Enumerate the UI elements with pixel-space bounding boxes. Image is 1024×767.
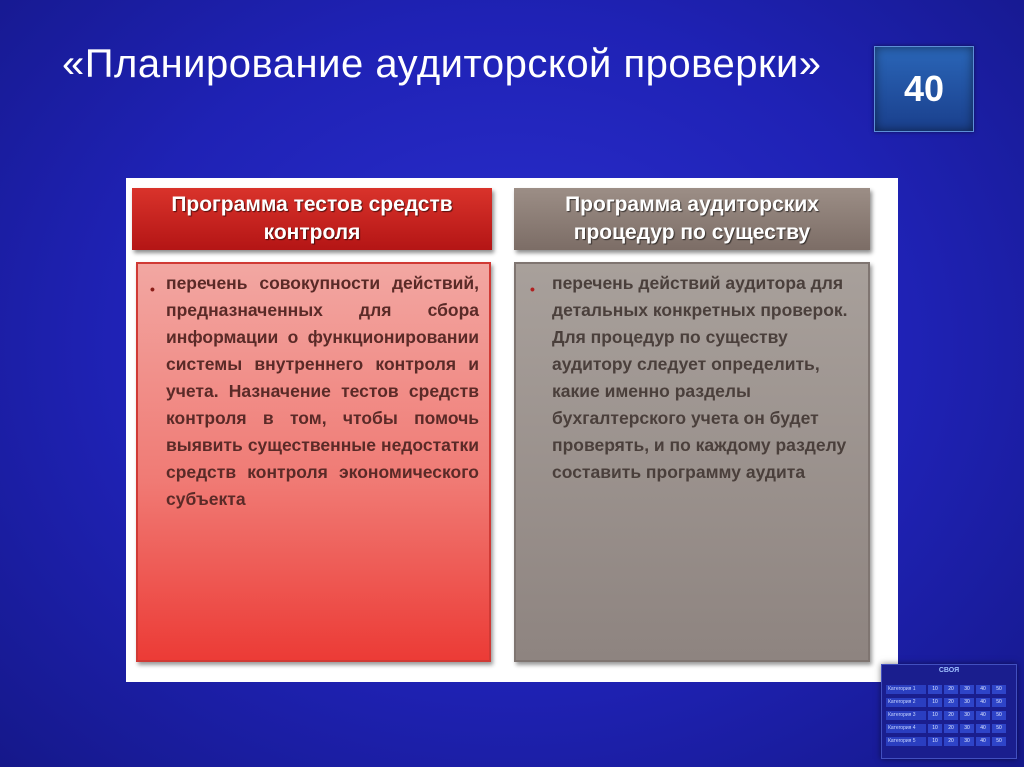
- right-column-body: [514, 262, 870, 662]
- mini-board-cell[interactable]: 50: [992, 698, 1006, 707]
- mini-board-row: [886, 737, 1010, 746]
- mini-board-cell[interactable]: 40: [976, 737, 990, 746]
- mini-board-cell[interactable]: 20: [944, 711, 958, 720]
- mini-board-cell[interactable]: 40: [976, 698, 990, 707]
- mini-board-cell[interactable]: 40: [976, 685, 990, 694]
- mini-board-cell[interactable]: 50: [992, 685, 1006, 694]
- slide-title: «Планирование аудиторской проверки»: [62, 42, 822, 86]
- score-badge[interactable]: 40: [874, 46, 974, 132]
- content-panel: [126, 178, 898, 682]
- mini-board-cell[interactable]: 20: [944, 698, 958, 707]
- mini-board-cell[interactable]: 10: [928, 711, 942, 720]
- bullet-icon: •: [530, 281, 535, 297]
- mini-board-cell[interactable]: 30: [960, 711, 974, 720]
- mini-board-cell[interactable]: 40: [976, 711, 990, 720]
- mini-board-cell[interactable]: 20: [944, 737, 958, 746]
- mini-board-cell[interactable]: 20: [944, 724, 958, 733]
- bullet-icon: •: [150, 281, 155, 297]
- left-column-header: [132, 188, 492, 250]
- mini-board-cell[interactable]: 50: [992, 737, 1006, 746]
- mini-board-category: Категория 5: [886, 737, 926, 746]
- mini-board-cell[interactable]: 10: [928, 737, 942, 746]
- right-column-header: [514, 188, 870, 250]
- mini-game-board-thumbnail[interactable]: [881, 664, 1017, 759]
- left-column-body: [136, 262, 491, 662]
- mini-board-category: Категория 1: [886, 685, 926, 694]
- right-column-text: перечень действий аудитора для детальных конкретных проверок. Для процедур по существу аудитору следует определить, какие именно разделы бухгалтерского учета он будет проверять, и по каждому разделу составить программу аудита: [552, 273, 848, 482]
- mini-board-category: Категория 4: [886, 724, 926, 733]
- left-header-text: Программа тестов средств контроля: [171, 193, 453, 244]
- mini-board-category: Категория 3: [886, 711, 926, 720]
- mini-board-title: СВОЯ: [938, 667, 960, 674]
- mini-board-cell[interactable]: 10: [928, 685, 942, 694]
- left-column-text: перечень совокупности действий, предназначенных для сбора информации о функционировании системы внутреннего контроля и учета. Назначение тестов средств контроля в том, чтобы помочь выявить существенные недостатки средств контроля экономического субъекта: [166, 273, 479, 509]
- mini-board-row: [886, 698, 1010, 707]
- mini-board-row: [886, 711, 1010, 720]
- mini-board-cell[interactable]: 30: [960, 737, 974, 746]
- mini-board-cell[interactable]: 20: [944, 685, 958, 694]
- mini-board-cell[interactable]: 30: [960, 685, 974, 694]
- mini-board-row: [886, 724, 1010, 733]
- mini-board-row: [886, 685, 1010, 694]
- mini-board-cell[interactable]: 10: [928, 724, 942, 733]
- mini-board-cell[interactable]: 50: [992, 724, 1006, 733]
- mini-board-cell[interactable]: 50: [992, 711, 1006, 720]
- mini-board-category: Категория 2: [886, 698, 926, 707]
- mini-board-cell[interactable]: 30: [960, 698, 974, 707]
- mini-board-cell[interactable]: 40: [976, 724, 990, 733]
- right-header-text: Программа аудиторских процедур по существу: [565, 193, 819, 244]
- mini-board-cell[interactable]: 10: [928, 698, 942, 707]
- mini-board-cell[interactable]: 30: [960, 724, 974, 733]
